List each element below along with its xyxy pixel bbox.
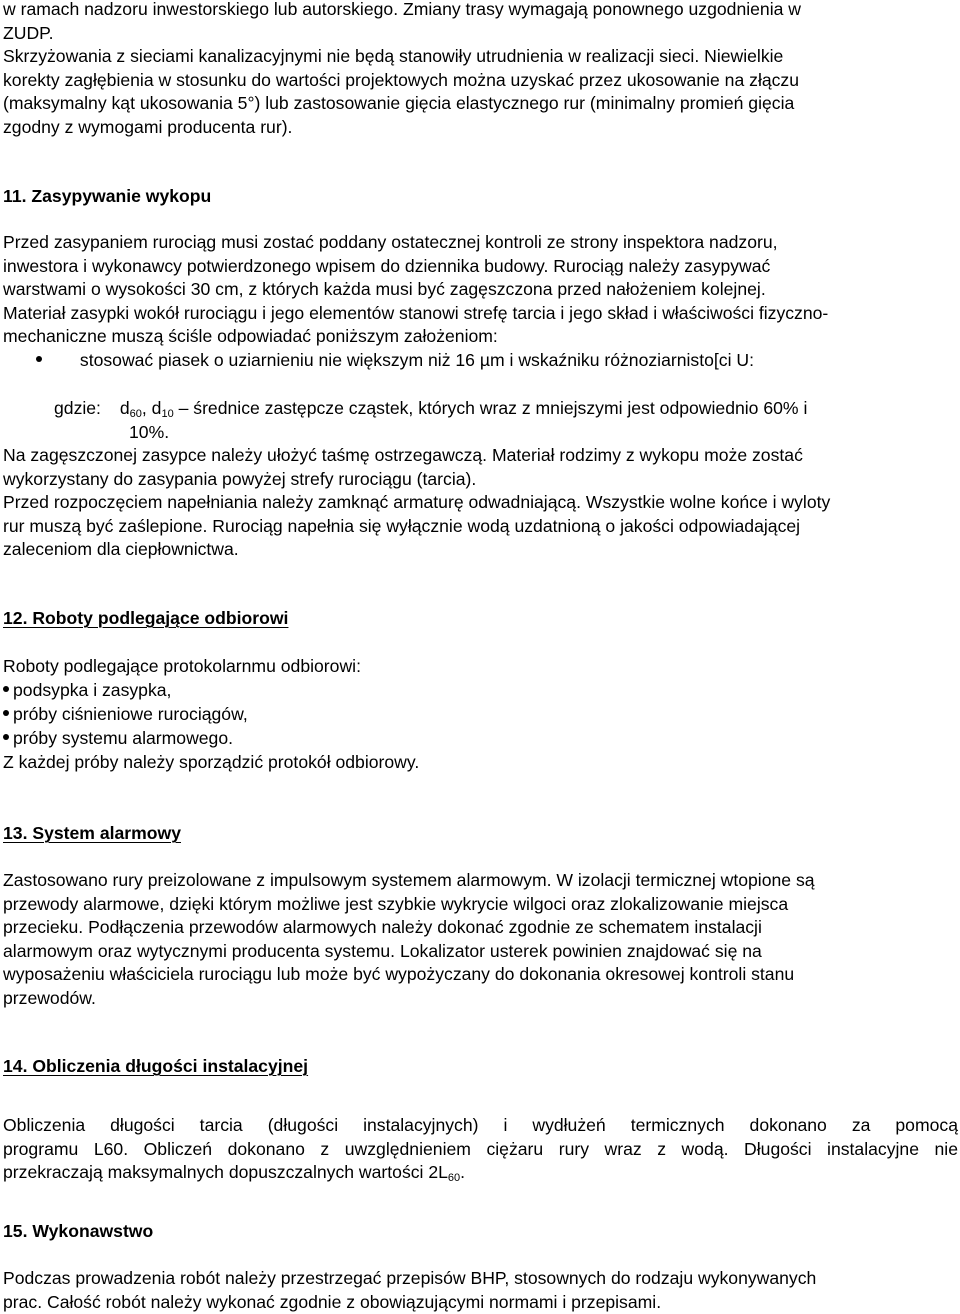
gdzie-definition-continuation: 10%. bbox=[129, 421, 169, 445]
list-item: próby ciśnieniowe rurociągów, bbox=[3, 703, 248, 727]
section-13-heading: 13. System alarmowy bbox=[3, 822, 958, 846]
text-line: mechaniczne muszą ściśle odpowiadać poniższym założeniom: bbox=[3, 325, 958, 349]
bullet-dot-icon bbox=[3, 734, 9, 740]
text-line: prac. Całość robót należy wykonać zgodnie z obowiązującymi normami i przepisami. bbox=[3, 1291, 958, 1314]
section-13-paragraph bbox=[3, 869, 958, 1010]
text-line: Podczas prowadzenia robót należy przestrzegać przepisów BHP, stosownych do rodzaju wykonywanych bbox=[3, 1267, 958, 1291]
section-14-paragraph bbox=[3, 1114, 958, 1185]
section-15-paragraph bbox=[3, 1267, 958, 1314]
text-line: alarmowym oraz wytycznymi producenta systemu. Lokalizator usterek powinien znajdować się na bbox=[3, 940, 958, 964]
section-11-heading: 11. Zasypywanie wykopu bbox=[3, 185, 958, 209]
bullet-item: stosować piasek o uziarnieniu nie większym niż 16 µm i wskaźniku różnoziarnisto[ci U: bbox=[36, 349, 754, 373]
section-12-heading: 12. Roboty podlegające odbiorowi bbox=[3, 607, 958, 631]
text-line: wyposażeniu właściciela rurociągu lub może być wypożyczany do dokonania okresowej kontroli stanu bbox=[3, 963, 958, 987]
section-11-paragraph bbox=[3, 231, 958, 349]
text-line: wykorzystany do zasypania powyżej strefy rurociągu (tarcia). bbox=[3, 468, 958, 492]
text-line: Skrzyżowania z sieciami kanalizacyjnymi nie będą stanowiły utrudnienia w realizacji sieci. Niewielkie bbox=[3, 45, 958, 69]
text-line: zgodny z wymogami producenta rur). bbox=[3, 116, 958, 140]
text-line: programu L60. Obliczeń dokonano z uwzględnieniem ciężaru rury wraz z wodą. Długości instalacyjne nie bbox=[3, 1138, 958, 1162]
text-line: inwestora i wykonawcy potwierdzonego wpisem do dziennika budowy. Rurociąg należy zasypywać bbox=[3, 255, 958, 279]
text-line: ZUDP. bbox=[3, 22, 958, 46]
text-line: Zastosowano rury preizolowane z impulsowym systemem alarmowym. W izolacji termicznej wtopione są bbox=[3, 869, 958, 893]
bullet-dot-icon bbox=[3, 710, 9, 716]
bullet-dot-icon bbox=[3, 686, 9, 692]
list-item: podsypka i zasypka, bbox=[3, 679, 171, 703]
text-line: zaleceniom dla ciepłownictwa. bbox=[3, 538, 958, 562]
list-item: próby systemu alarmowego. bbox=[3, 727, 233, 751]
section-11-paragraph-2 bbox=[3, 444, 958, 562]
text-line: Przed zasypaniem rurociąg musi zostać poddany ostatecznej kontroli ze strony inspektora nadzoru, bbox=[3, 231, 958, 255]
text-line: warstwami o wysokości 30 cm, z których każda musi być zagęszczona przed nałożeniem kolejnej. bbox=[3, 278, 958, 302]
intro-paragraph bbox=[3, 0, 958, 139]
bullet-dot-icon bbox=[36, 356, 42, 362]
text-line: przewody alarmowe, dzięki którym możliwe jest szybkie wykrycie wilgoci oraz zlokalizowanie miejsca bbox=[3, 893, 958, 917]
section-15-heading: 15. Wykonawstwo bbox=[3, 1220, 958, 1244]
section-14-heading: 14. Obliczenia długości instalacyjnej bbox=[3, 1055, 958, 1079]
section-12-outro: Z każdej próby należy sporządzić protokół odbiorowy. bbox=[3, 751, 958, 775]
text-line: Na zagęszczonej zasypce należy ułożyć taśmę ostrzegawczą. Materiał rodzimy z wykopu może zostać bbox=[3, 444, 958, 468]
text-line: (maksymalny kąt ukosowania 5°) lub zastosowanie gięcia elastycznego rur (minimalny promień gięcia bbox=[3, 92, 958, 116]
section-12-intro: Roboty podlegające protokolarnmu odbiorowi: bbox=[3, 655, 958, 679]
text-line: Materiał zasypki wokół rurociągu i jego elementów stanowi strefę tarcia i jego skład i właściwości fizyczno- bbox=[3, 302, 958, 326]
text-line: rur muszą być zaślepione. Rurociąg napełnia się wyłącznie wodą uzdatnioną o jakości odpowiadającej bbox=[3, 515, 958, 539]
text-line: Przed rozpoczęciem napełniania należy zamknąć armaturę odwadniającą. Wszystkie wolne końce i wyloty bbox=[3, 491, 958, 515]
gdzie-definition: gdzie: $d_{60}$, $d_{10}$ – średnice zastępcze cząstek, których wraz z mniejszymi jest odpowiednio 60% i bbox=[54, 397, 807, 421]
text-line: przecieku. Podłączenia przewodów alarmowych należy dokonać zgodnie ze schematem instalacji bbox=[3, 916, 958, 940]
text-line: korekty zagłębienia w stosunku do wartości projektowych można uzyskać przez ukosowanie na złączu bbox=[3, 69, 958, 93]
text-line: w ramach nadzoru inwestorskiego lub autorskiego. Zmiany trasy wymagają ponownego uzgodnienia w bbox=[3, 0, 958, 22]
text-line: Obliczenia długości tarcia (długości instalacyjnych) i wydłużeń termicznych dokonano za pomocą bbox=[3, 1114, 958, 1138]
text-line: przekraczają maksymalnych dopuszczalnych wartości $2L_{60}$. bbox=[3, 1161, 958, 1185]
text-line: przewodów. bbox=[3, 987, 958, 1011]
